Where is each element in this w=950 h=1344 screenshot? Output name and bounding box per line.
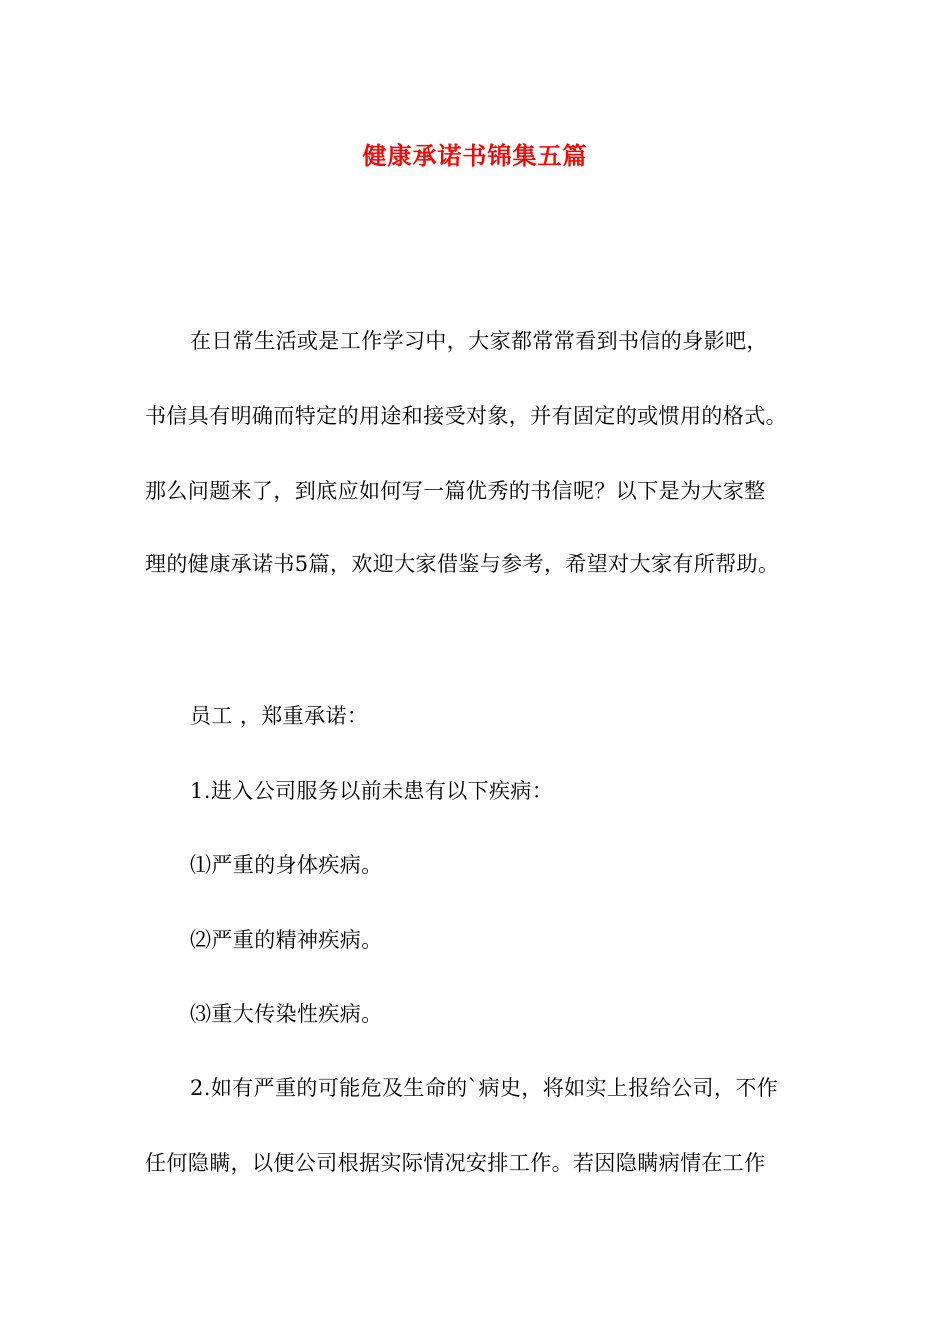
pledge-subitem-2: ⑵严重的精神疾病。 xyxy=(190,928,383,952)
pledge-opening: 员工 ，郑重承诺： xyxy=(190,704,369,728)
pledge-subitem-1: ⑴严重的身体疾病。 xyxy=(190,853,383,877)
document-title: 健康承诺书锦集五篇 xyxy=(362,141,588,170)
pledge-subitem-3: ⑶重大传染性疾病。 xyxy=(190,1002,383,1026)
pledge-item-2: 2.如有严重的可能危及生命的`病史，将如实上报给公司，不作 xyxy=(190,1076,779,1100)
intro-line-2: 书信具有明确而特定的用途和接受对象，并有固定的或惯用的格式。 xyxy=(145,404,787,428)
intro-line-3: 那么问题来了，到底应如何写一篇优秀的书信呢？以下是为大家整 xyxy=(145,479,766,503)
intro-line-4: 理的健康承诺书5篇，欢迎大家借鉴与参考，希望对大家有所帮助。 xyxy=(145,552,780,576)
pledge-item-2-continued: 任何隐瞒，以便公司根据实际情况安排工作。若因隐瞒病情在工作 xyxy=(145,1151,766,1175)
pledge-item-1: 1.进入公司服务以前未患有以下疾病： xyxy=(190,779,554,803)
intro-line-1: 在日常生活或是工作学习中，大家都常常看到书信的身影吧， xyxy=(190,329,768,353)
